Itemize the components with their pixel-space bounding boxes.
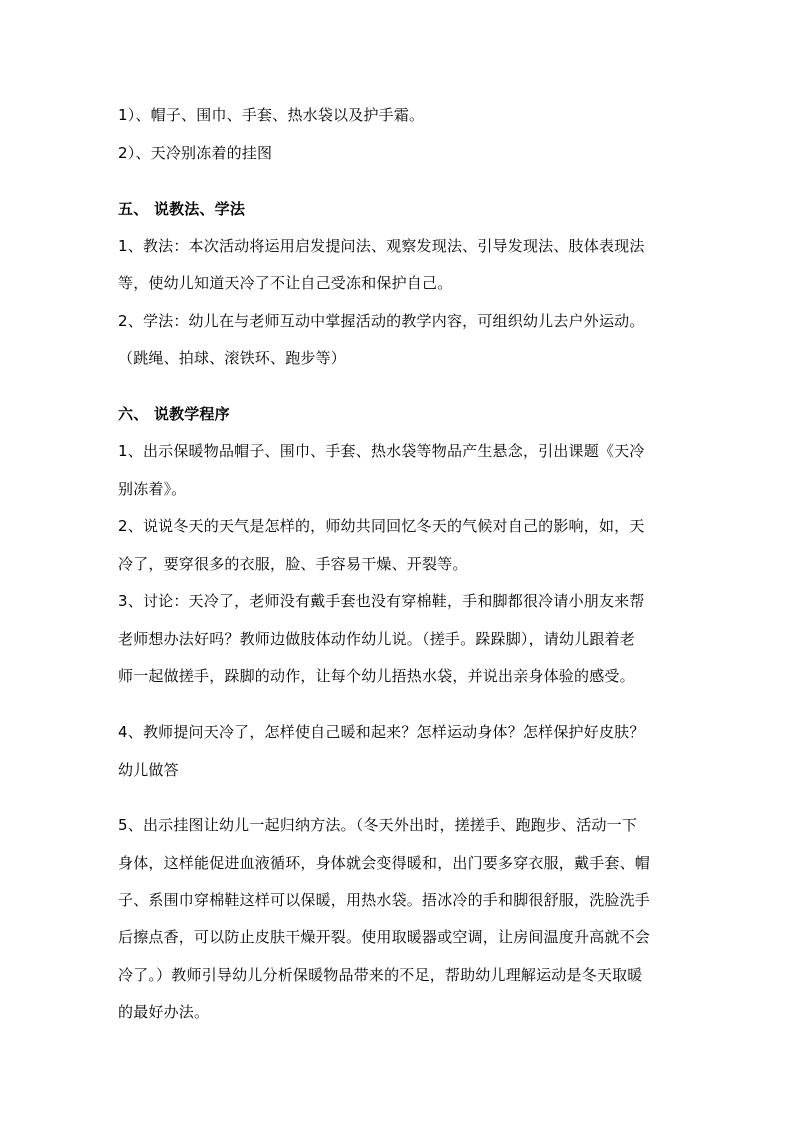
procedure-step-5-line-4: 后擦点香，可以防止皮肤干燥开裂。使用取暖器或空调，让房间温度升高就不会 xyxy=(118,928,651,946)
procedure-step-1-line-1: 1、出示保暖物品帽子、围巾、手套、热水袋等物品产生悬念，引出课题《天冷 xyxy=(118,442,645,460)
material-item-2: 2）、天冷别冻着的挂图 xyxy=(118,144,273,162)
procedure-step-3-line-2: 老师想办法好吗？教师边做肢体动作幼儿说。（搓手。跺跺脚），请幼儿跟着老 xyxy=(118,630,636,648)
procedure-step-4-line-1: 4、教师提问天冷了，怎样使自己暖和起来？怎样运动身体？怎样保护好皮肤？ xyxy=(118,723,645,741)
procedure-step-5-line-5: 冷了。）教师引导幼儿分析保暖物品带来的不足，帮助幼儿理解运动是冬天取暖 xyxy=(118,966,643,984)
teaching-method-line-2: 等，使幼儿知道天冷了不让自己受冻和保护自己。 xyxy=(118,274,453,292)
procedure-step-5-line-1: 5、出示挂图让幼儿一起归纳方法。（冬天外出时，搓搓手、跑跑步、活动一下 xyxy=(118,816,638,834)
procedure-step-5-line-6: 的最好办法。 xyxy=(118,1003,210,1021)
procedure-step-2-line-1: 2、说说冬天的天气是怎样的，师幼共同回忆冬天的气候对自己的影响，如，天 xyxy=(118,517,645,535)
procedure-step-4-line-2: 幼儿做答 xyxy=(118,761,179,779)
procedure-step-5-line-2: 身体，这样能促进血液循环，身体就会变得暖和，出门要多穿衣服，戴手套、帽 xyxy=(118,854,651,872)
section-heading-procedure: 六、 说教学程序 xyxy=(118,405,230,423)
procedure-step-1-line-2: 别冻着》。 xyxy=(118,480,187,498)
material-item-1: 1）、帽子、围巾、手套、热水袋以及护手霜。 xyxy=(118,106,425,124)
procedure-step-5-line-3: 子、系围巾穿棉鞋这样可以保暖，用热水袋。捂冰冷的手和脚很舒服，洗脸洗手 xyxy=(118,891,651,909)
section-heading-methods: 五、 说教法、学法 xyxy=(118,200,246,218)
procedure-step-3-line-1: 3、讨论：天冷了，老师没有戴手套也没有穿棉鞋，手和脚都很冷请小朋友来帮 xyxy=(118,592,645,610)
procedure-step-2-line-2: 冷了，要穿很多的衣服，脸、手容易干燥、开裂等。 xyxy=(118,555,468,573)
teaching-method-line-1: 1、教法：本次活动将运用启发提问法、观察发现法、引导发现法、肢体表现法 xyxy=(118,237,645,255)
learning-method-line-1: 2、学法：幼儿在与老师互动中掌握活动的教学内容，可组织幼儿去户外运动。 xyxy=(118,312,645,330)
learning-method-line-2: （跳绳、拍球、滚铁环、跑步等） xyxy=(118,349,347,367)
procedure-step-3-line-3: 师一起做搓手，跺脚的动作，让每个幼儿捂热水袋，并说出亲身体验的感受。 xyxy=(118,667,635,685)
